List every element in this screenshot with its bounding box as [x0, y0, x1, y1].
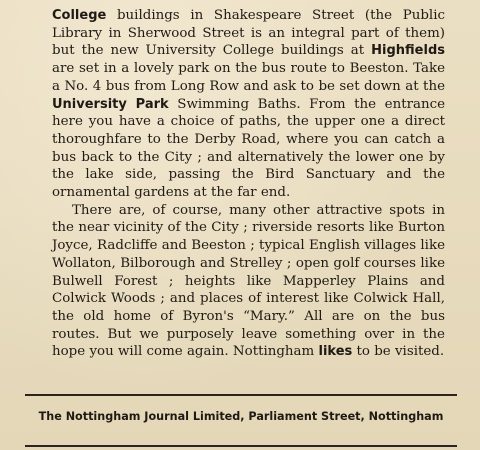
paragraph-attractive-spots [52, 202, 445, 361]
keyword-university-park: University Park [52, 96, 169, 112]
text-run: There are, of course, many other attractive spots in the near vicinity of the City ; riverside resorts like Burton Joyce, Radcliffe and Beeston ; typical English villages like Wollaton, Bilborough and Strelley ; open golf courses like Bulwell Forest ; heights like Mapperley Plains and Colwick Woods ; and places of interest like Colwick Hall, the old home of Byron's “Mary.” All are on the bus routes. But we purposely leave something over in the hope you will come again. Nottingham [52, 202, 445, 360]
keyword-college: College [52, 8, 107, 23]
text-run: buildings in Shakespeare Street (the Public Library in Sherwood Street is an integral part of them) but the new University College buildings at [52, 8, 445, 59]
paragraph-university-college [52, 7, 445, 202]
footer-rule-top [25, 394, 457, 396]
publisher-imprint: The Nottingham Journal Limited, Parliament Street, Nottingham [38, 410, 444, 423]
keyword-likes: likes [318, 344, 353, 360]
text-run: Swimming Baths. From the entrance here you have a choice of paths, the upper one a direct thoroughfare to the Derby Road, where you can catch a bus back to the City ; and alternatively the lower one by the lake side, passing the Bird Sanctuary and the ornamental gardens at the far end. [52, 96, 446, 201]
text-run: are set in a lovely park on the bus route to Beeston. Take a No. 4 bus from Long Row and ask to be set down at the [52, 61, 445, 94]
keyword-highfields: Highfields [371, 43, 445, 59]
text-run: to be visited. [352, 344, 445, 360]
article-body [52, 7, 445, 361]
footer-rule-bottom [25, 445, 457, 447]
